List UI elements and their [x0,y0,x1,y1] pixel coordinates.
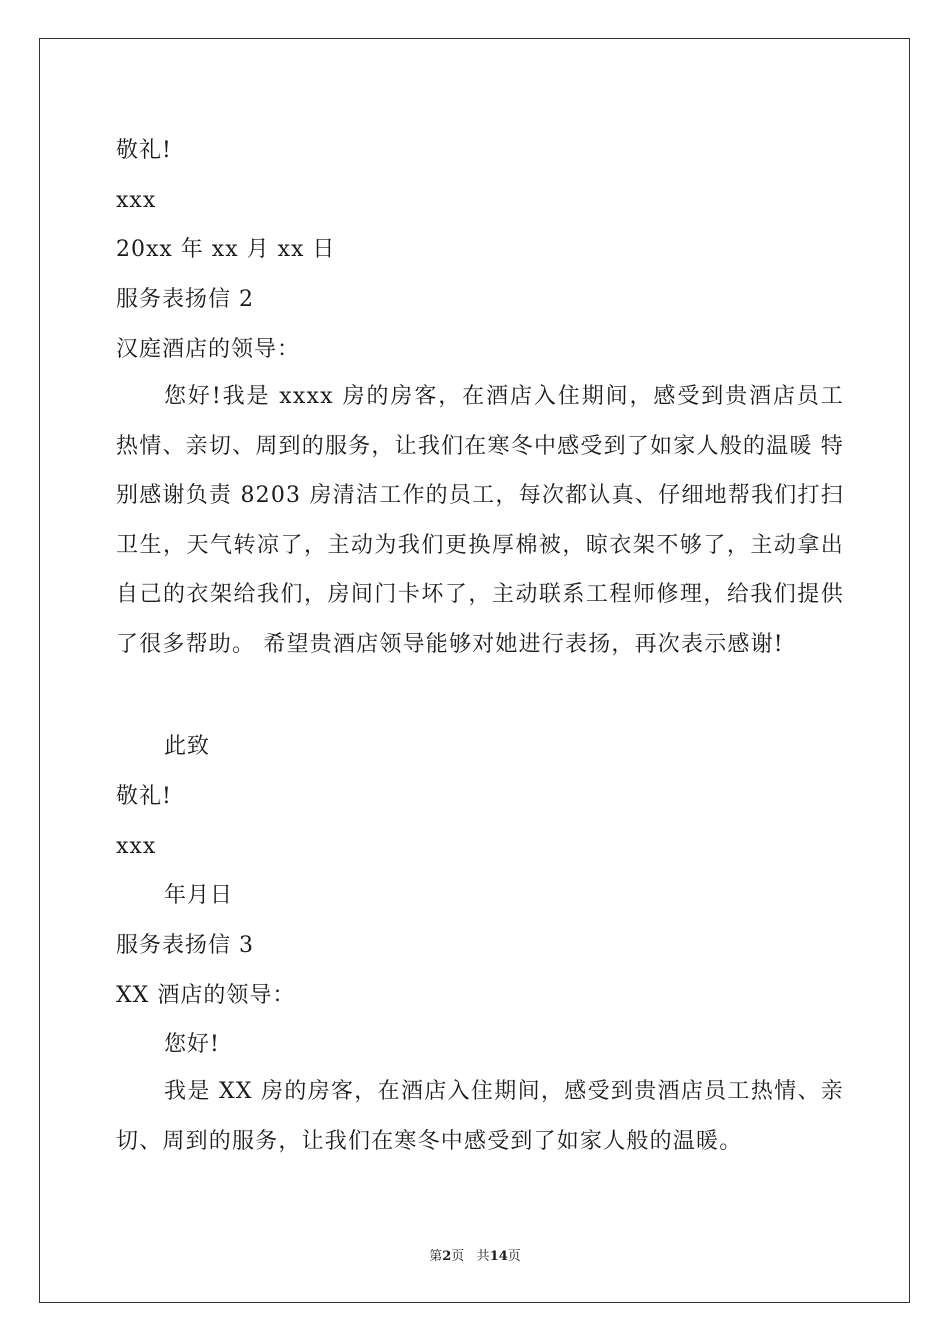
signature-line: xxx [116,188,157,213]
letter-body-paragraph: 我是 XX 房的房客，在酒店入住期间，感受到贵酒店员工热情、亲切、周到的服务，让我们在寒冬中感受到了如家人般的温暖。 [116,1079,844,1154]
page-suffix: 页 [451,1249,465,1264]
letter-title: 服务表扬信 3 [116,933,254,958]
page-prefix: 第 [429,1249,443,1264]
addressee-line: 汉庭酒店的领导： [116,337,301,362]
salutation-line: 敬礼! [116,138,172,163]
salutation-line: 敬礼! [116,784,172,809]
date-line: 年月日 [164,883,234,908]
letter-title: 服务表扬信 2 [116,287,254,312]
signature-line: xxx [116,834,157,859]
page-footer [0,1248,950,1266]
date-line: 20xx 年 xx 月 xx 日 [116,237,336,262]
letter-body-paragraph: 您好!我是 xxxx 房的房客，在酒店入住期间，感受到贵酒店员工热情、亲切、周到的服务，让我们在寒冬中感受到了如家人般的温暖 特别感谢负责 8203 房清洁工作的员工，每次都认真、仔细地帮我们打扫卫生，天气转凉了，主动为我们更换厚棉被，晾衣架不够了，主动拿出自己的衣架给我们，房间门卡坏了，主动联系工程师修理，给我们提供了很多帮助。 希望贵酒店领导能够对她进行表扬，再次表示感谢! [116,384,844,657]
page-number: 2 [442,1249,452,1264]
greeting-line: 您好! [164,1032,220,1057]
closing-line: 此致 [164,734,211,759]
total-prefix: 共 [476,1249,490,1264]
total-pages: 14 [489,1249,508,1264]
total-suffix: 页 [507,1249,521,1264]
addressee-line: XX 酒店的领导： [116,983,296,1008]
